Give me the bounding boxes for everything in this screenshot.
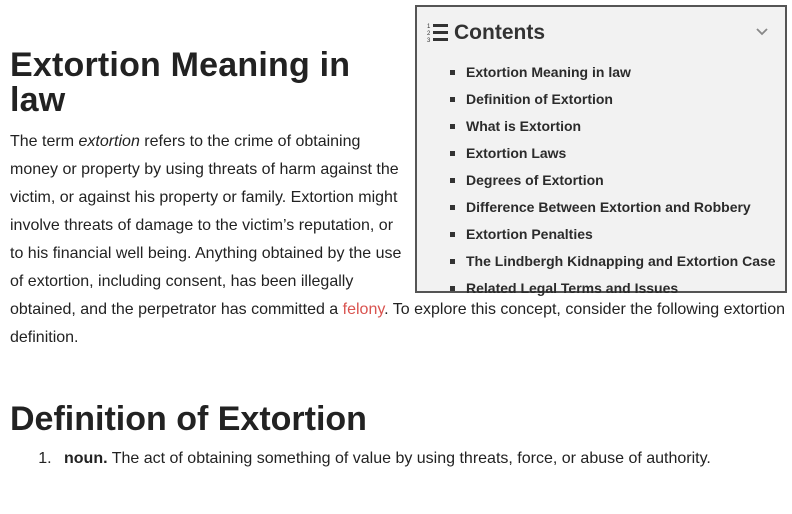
bullet-icon bbox=[450, 205, 455, 210]
bullet-icon bbox=[450, 151, 455, 156]
part-of-speech: noun. bbox=[64, 450, 108, 467]
page-title: Extortion Meaning in law bbox=[10, 46, 351, 119]
table-of-contents bbox=[415, 5, 787, 296]
bullet-icon bbox=[450, 124, 455, 129]
toc-title: Contents bbox=[454, 21, 545, 44]
svg-text:2: 2 bbox=[427, 31, 431, 37]
toc-item[interactable]: The Lindbergh Kidnapping and Extortion Case bbox=[450, 248, 785, 275]
bullet-icon bbox=[450, 232, 455, 237]
article bbox=[10, 0, 785, 471]
definition-list bbox=[10, 447, 785, 471]
svg-text:3: 3 bbox=[427, 38, 431, 44]
intro-text-middle: refers to the crime of obtaining money or property by using threats of harm against the victim, or against his property or family. Extortion might involve threats of damage to the victim’s reputation, or to his financial well being. Anything obtained by the use of extortion, including consent, has been illegally obtained, and the perpetrator has committed a bbox=[10, 133, 402, 318]
toc-item[interactable]: Extortion Laws bbox=[450, 140, 785, 167]
toc-item[interactable]: Related Legal Terms and Issues bbox=[450, 275, 785, 302]
toc-item[interactable]: Degrees of Extortion bbox=[450, 167, 785, 194]
intro-text-start: The term bbox=[10, 133, 79, 150]
svg-text:1: 1 bbox=[427, 24, 431, 30]
toc-header[interactable] bbox=[417, 7, 785, 59]
bullet-icon bbox=[450, 70, 455, 75]
definition-item bbox=[56, 447, 785, 471]
section-heading: Definition of Extortion bbox=[10, 400, 367, 438]
toc-item[interactable]: Difference Between Extortion and Robbery bbox=[450, 194, 785, 221]
toc-item[interactable]: Extortion Penalties bbox=[450, 221, 785, 248]
toc-item[interactable]: What is Extortion bbox=[450, 113, 785, 140]
chevron-down-icon[interactable] bbox=[755, 25, 769, 39]
felony-link[interactable]: felony bbox=[342, 301, 385, 318]
toc-item[interactable]: Definition of Extortion bbox=[450, 86, 785, 113]
toc-item[interactable]: Extortion Meaning in law bbox=[450, 59, 785, 86]
bullet-icon bbox=[450, 286, 455, 291]
bullet-icon bbox=[450, 178, 455, 183]
intro-text-end: . To explore this concept, consider the following extortion definition. bbox=[10, 301, 785, 346]
numbered-list-icon bbox=[427, 22, 449, 44]
bullet-icon bbox=[450, 97, 455, 102]
bullet-icon bbox=[450, 259, 455, 264]
toc-list bbox=[417, 59, 785, 302]
intro-term: extortion bbox=[78, 133, 140, 150]
definition-text: The act of obtaining something of value by using threats, force, or abuse of authority. bbox=[107, 450, 711, 467]
